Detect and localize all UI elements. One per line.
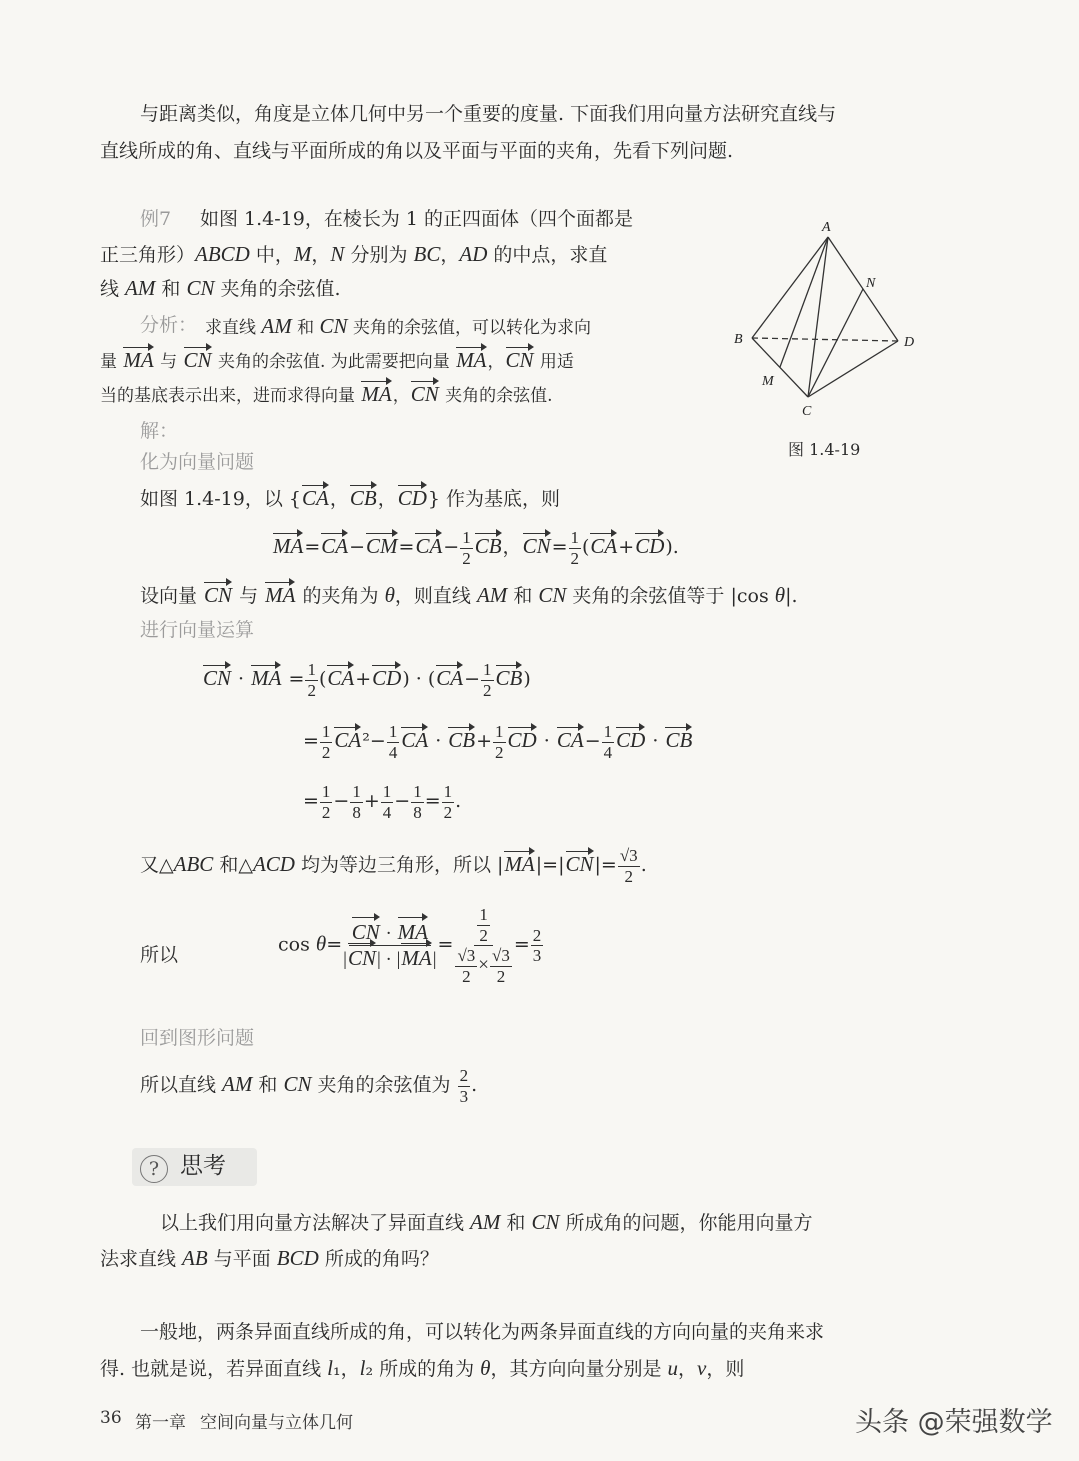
equation: [272, 528, 679, 568]
text-run: ，: [329, 488, 349, 510]
text-run: |: [432, 949, 437, 971]
text-run: 的夹角为: [296, 585, 385, 607]
text-run: cos: [278, 933, 316, 956]
text-run: =: [513, 933, 530, 956]
text-run: ，: [392, 386, 410, 406]
text-run: −: [349, 536, 366, 559]
vector: CA: [415, 534, 443, 559]
text-run: ，: [440, 244, 460, 266]
text-run: ·: [646, 730, 665, 753]
fraction: [343, 920, 436, 971]
vector: CN: [347, 946, 376, 971]
fraction: [531, 926, 544, 966]
vector: CM: [366, 534, 398, 559]
vector: CA: [301, 486, 329, 510]
vector: MA: [251, 666, 282, 691]
numerator: [474, 905, 493, 946]
math-symbol: M: [293, 242, 312, 266]
text-run: ₂ 所成的角为: [365, 1358, 481, 1380]
text-run: 所成角的问题，你能用向量方: [559, 1212, 813, 1234]
general-line: [100, 1358, 744, 1379]
fraction: [320, 722, 333, 762]
text-run: −: [584, 730, 601, 753]
text-run: =: [551, 536, 568, 559]
numerator: 1: [603, 722, 613, 741]
vector: CA: [334, 728, 362, 753]
analysis-label: 分析：: [140, 314, 198, 336]
fraction: [411, 782, 424, 822]
numerator: 1: [321, 782, 331, 801]
fraction: [618, 846, 640, 886]
example-label: 例7: [140, 208, 172, 230]
text-run: 与: [233, 585, 265, 607]
text-run: 夹角的余弦值为: [311, 1074, 457, 1097]
figure-caption: 图 1.4-19: [788, 440, 861, 459]
text-run: 又△: [140, 854, 174, 877]
text-run: 一般地，两条异面直线所成的角，可以转化为两条异面直线的方向向量的夹角来求: [140, 1321, 825, 1343]
math-symbol: AM: [261, 314, 292, 338]
vector: CN: [183, 348, 212, 372]
text-run: 夹角的余弦值. 为此需要把向量: [212, 352, 456, 372]
vector: CD: [372, 666, 402, 691]
text-run: ×: [478, 954, 490, 976]
numerator: 1: [570, 528, 579, 547]
angle-definition: [140, 585, 798, 606]
text-run: 直线所成的角、直线与平面所成的角以及平面与平面的夹角，先看下列问题.: [100, 140, 734, 162]
text-run: ，则: [706, 1358, 745, 1380]
vector: CN: [565, 852, 594, 877]
text-run: 夹角的余弦值.: [439, 386, 553, 406]
text-run: 分别为: [344, 244, 414, 266]
think-title: 思考: [180, 1153, 226, 1179]
fraction: [493, 722, 506, 762]
analysis-line: [100, 350, 574, 371]
text-run: 法求直线: [100, 1248, 183, 1270]
math-symbol: ACD: [252, 852, 295, 877]
fraction: [477, 905, 490, 945]
step-heading: 回到图形问题: [140, 1027, 255, 1049]
text-run: −: [394, 790, 411, 813]
text-run: 所成的角吗？: [318, 1248, 439, 1270]
fraction: [490, 946, 512, 986]
fraction: [455, 946, 477, 986]
vector: CB: [665, 728, 693, 753]
math-symbol: CN: [283, 1072, 312, 1097]
vertex-label: N: [866, 276, 876, 291]
text-run: 与距离类似，角度是立体几何中另一个重要的度量. 下面我们用向量方法研究直线与: [140, 103, 837, 125]
text-run: 与: [154, 352, 183, 372]
text-run: 中，: [249, 244, 294, 266]
analysis-line: [100, 384, 553, 405]
text-run: (: [582, 536, 590, 559]
text-run: (: [318, 668, 327, 691]
tetrahedron-diagram: [720, 215, 920, 420]
math-symbol: θ: [774, 583, 786, 607]
text-run: =: [437, 933, 454, 956]
math-symbol: θ: [480, 1356, 491, 1380]
text-run: ) · (: [402, 668, 436, 691]
numerator: 2: [459, 1066, 469, 1085]
denominator: [343, 946, 436, 971]
math-symbol: θ: [315, 931, 327, 956]
text-run: 线: [100, 278, 126, 300]
text-run: 和: [500, 1212, 532, 1234]
denominator: 4: [382, 802, 392, 822]
text-run: 与平面: [207, 1248, 277, 1270]
text-run: ·: [380, 923, 397, 945]
equation: [303, 722, 693, 762]
vector: CN: [410, 382, 439, 406]
math-symbol: AB: [182, 1246, 208, 1270]
vector: CB: [474, 534, 502, 559]
vector: CA: [436, 666, 464, 691]
text-run: 和: [155, 278, 187, 300]
text-run: 如图 1.4-19，在棱长为 1 的正四面体（四个面都是: [200, 208, 634, 230]
text-run: ，: [311, 244, 331, 266]
vector: CN: [351, 920, 380, 945]
vector: CA: [401, 728, 429, 753]
example-line: [200, 210, 633, 229]
numerator: 1: [307, 660, 316, 679]
text-run: |: [343, 949, 347, 971]
text-run: 如图 1.4-19，以 {: [140, 488, 301, 510]
vertex-label: B: [734, 332, 743, 347]
intro-line: [100, 142, 733, 161]
final-answer: [140, 1066, 477, 1106]
text-run: |=: [594, 854, 617, 877]
text-run: 夹角的余弦值.: [214, 278, 341, 300]
vector: MA: [361, 382, 392, 406]
vector: CN: [522, 534, 551, 559]
fraction: [454, 905, 512, 986]
math-symbol: l: [327, 1356, 333, 1380]
step-heading: 化为向量问题: [140, 451, 255, 473]
text-run: |=|: [535, 854, 565, 877]
text-run: −: [333, 790, 350, 813]
denominator: 4: [603, 742, 613, 762]
general-line: [140, 1323, 824, 1342]
numerator: 1: [413, 782, 422, 801]
math-symbol: v: [697, 1356, 707, 1380]
text-run: 和: [252, 1074, 284, 1097]
text-run: =: [303, 790, 319, 813]
numerator: 1: [352, 782, 361, 801]
example-line: [100, 278, 341, 299]
denominator: 2: [443, 802, 453, 822]
denominator: 8: [413, 802, 422, 822]
fraction: [305, 660, 318, 700]
vector: CB: [448, 728, 476, 753]
text-run: | · |: [376, 949, 401, 971]
vector: MA: [504, 852, 535, 877]
text-run: ，: [487, 352, 505, 372]
math-symbol: l: [359, 1356, 366, 1380]
denominator: 2: [462, 966, 471, 986]
text-run: ，: [502, 536, 522, 559]
vector: MA: [123, 348, 154, 372]
text-run: =: [282, 668, 305, 691]
tetrahedron-figure: [720, 215, 920, 425]
text-run: 和△: [213, 854, 253, 877]
text-run: =: [398, 536, 415, 559]
analysis-line: [205, 316, 591, 337]
text-run: .: [471, 1074, 478, 1097]
math-symbol: CN: [531, 1210, 560, 1234]
text-run: =: [424, 790, 441, 813]
cosine-equation: [278, 905, 544, 986]
text-run: .: [455, 790, 462, 813]
math-symbol: CN: [186, 276, 215, 300]
fraction: [602, 722, 615, 762]
denominator: 2: [462, 548, 471, 568]
text-run: ·: [537, 730, 556, 753]
vertex-label: A: [822, 220, 831, 235]
text-run: 夹角的余弦值，可以转化为求向: [347, 318, 591, 338]
vector: CA: [556, 728, 584, 753]
text-run: 得. 也就是说，若异面直线: [100, 1358, 328, 1380]
text-run: |.: [785, 585, 798, 607]
chapter-label: 第一章: [135, 1413, 186, 1433]
text-run: .: [640, 854, 647, 877]
magnitude-line: [140, 846, 647, 886]
question-icon: ?: [140, 1155, 168, 1183]
text-run: 夹角的余弦值等于 |cos: [566, 585, 775, 607]
vector: CD: [616, 728, 646, 753]
text-run: ，: [377, 488, 397, 510]
text-run: 的中点，求直: [487, 244, 608, 266]
math-symbol: BC: [413, 242, 441, 266]
text-run: 和: [507, 585, 539, 607]
math-symbol: u: [667, 1356, 679, 1380]
vector: CD: [397, 486, 427, 510]
math-symbol: AM: [470, 1210, 501, 1234]
fraction: [460, 528, 473, 568]
denominator: 2: [483, 680, 492, 700]
intro-line: [140, 105, 836, 124]
vector: CB: [495, 666, 523, 691]
text-run: ·: [232, 668, 251, 691]
text-run: 所以直线: [140, 1074, 223, 1097]
chapter-title: 空间向量与立体几何: [200, 1413, 353, 1433]
text-run: 均为等边三角形，所以 |: [294, 854, 504, 877]
denominator: [454, 946, 512, 986]
denominator: 2: [479, 925, 488, 945]
numerator: 1: [462, 528, 471, 547]
text-run: } 作为基底，则: [427, 488, 561, 510]
vector: CA: [590, 534, 618, 559]
text-run: ，: [678, 1358, 698, 1380]
text-run: −: [464, 668, 481, 691]
fraction: [458, 1066, 471, 1106]
text-run: ): [523, 668, 531, 691]
fraction: [320, 782, 333, 822]
text-run: 用适: [534, 352, 574, 372]
text-run: +: [476, 730, 493, 753]
fraction: [442, 782, 455, 822]
text-run: ₁，: [332, 1358, 360, 1380]
vector: MA: [401, 946, 432, 971]
equation: [202, 660, 531, 700]
step-heading: 进行向量运算: [140, 619, 255, 641]
math-symbol: BCD: [276, 1246, 319, 1270]
example-line: [100, 244, 607, 265]
numerator: 1: [388, 722, 398, 741]
math-symbol: AM: [476, 583, 508, 607]
numerator: 1: [382, 782, 392, 801]
text-run: ²−: [362, 730, 386, 753]
equation: [303, 782, 461, 822]
math-symbol: N: [330, 242, 345, 266]
text-run: ，其方向向量分别是: [490, 1358, 668, 1380]
text-run: 量: [100, 352, 123, 372]
text-run: ).: [665, 536, 679, 559]
math-symbol: CN: [319, 314, 348, 338]
fraction: [381, 782, 394, 822]
fraction: [387, 722, 400, 762]
math-symbol: ABCD: [195, 242, 250, 266]
denominator: 4: [388, 742, 398, 762]
think-line: [160, 1212, 813, 1233]
vector: CN: [203, 666, 232, 691]
math-symbol: ABC: [173, 852, 214, 877]
text-run: ，则直线: [394, 585, 477, 607]
text-run: ·: [429, 730, 448, 753]
fraction: [569, 528, 582, 568]
denominator: 3: [532, 946, 542, 966]
denominator: 2: [570, 548, 579, 568]
text-run: +: [363, 790, 380, 813]
text-run: =: [304, 536, 321, 559]
vector: CN: [505, 348, 534, 372]
math-symbol: AM: [125, 276, 156, 300]
page-number: 36: [100, 1408, 122, 1428]
vertex-label: M: [762, 374, 774, 389]
fraction: [350, 782, 363, 822]
denominator: 2: [321, 742, 331, 762]
so-label: 所以: [140, 944, 179, 966]
denominator: 2: [321, 802, 331, 822]
text-run: =: [326, 933, 343, 956]
denominator: 2: [495, 742, 504, 762]
text-run: 设向量: [140, 585, 204, 607]
vector: MA: [397, 920, 428, 945]
numerator: √3: [619, 846, 638, 865]
vector: CA: [321, 534, 349, 559]
vector: CD: [635, 534, 665, 559]
text-run: −: [443, 536, 460, 559]
denominator: 3: [459, 1086, 469, 1106]
vector: CN: [204, 583, 233, 607]
text-run: 正三角形）: [100, 244, 196, 266]
math-symbol: CN: [538, 583, 567, 607]
vector: MA: [456, 348, 487, 372]
text-run: 和: [291, 318, 320, 338]
numerator: 1: [483, 660, 492, 679]
numerator: √3: [492, 946, 510, 966]
denominator: 2: [496, 966, 506, 986]
denominator: 8: [352, 802, 361, 822]
numerator: 2: [532, 925, 542, 945]
basis-line: [140, 488, 560, 509]
text-run: 当的基底表示出来，进而求得向量: [100, 386, 361, 406]
text-run: 以上我们用向量方法解决了异面直线: [160, 1212, 471, 1234]
text-run: =: [303, 730, 319, 753]
think-line: [100, 1248, 439, 1269]
denominator: 2: [624, 866, 634, 886]
numerator: 1: [443, 782, 453, 801]
math-symbol: AD: [459, 242, 488, 266]
vector: MA: [273, 534, 304, 559]
vertex-label: D: [904, 335, 915, 350]
numerator: 1: [479, 905, 488, 924]
vertex-label: C: [802, 404, 812, 419]
math-symbol: AM: [222, 1072, 253, 1097]
numerator: 1: [321, 722, 331, 741]
numerator: √3: [457, 946, 476, 966]
vector: CB: [349, 486, 377, 510]
text-run: 求直线: [205, 318, 262, 338]
numerator: 1: [495, 722, 504, 741]
vector: CD: [507, 728, 537, 753]
vector: CA: [327, 666, 355, 691]
text-run: +: [355, 668, 372, 691]
vector: MA: [265, 583, 296, 607]
text-run: +: [618, 536, 635, 559]
denominator: 2: [307, 680, 316, 700]
solution-label: 解：: [140, 420, 179, 442]
math-symbol: θ: [384, 583, 395, 607]
watermark: 头条 @荣强数学: [855, 1407, 1053, 1438]
fraction: [481, 660, 494, 700]
